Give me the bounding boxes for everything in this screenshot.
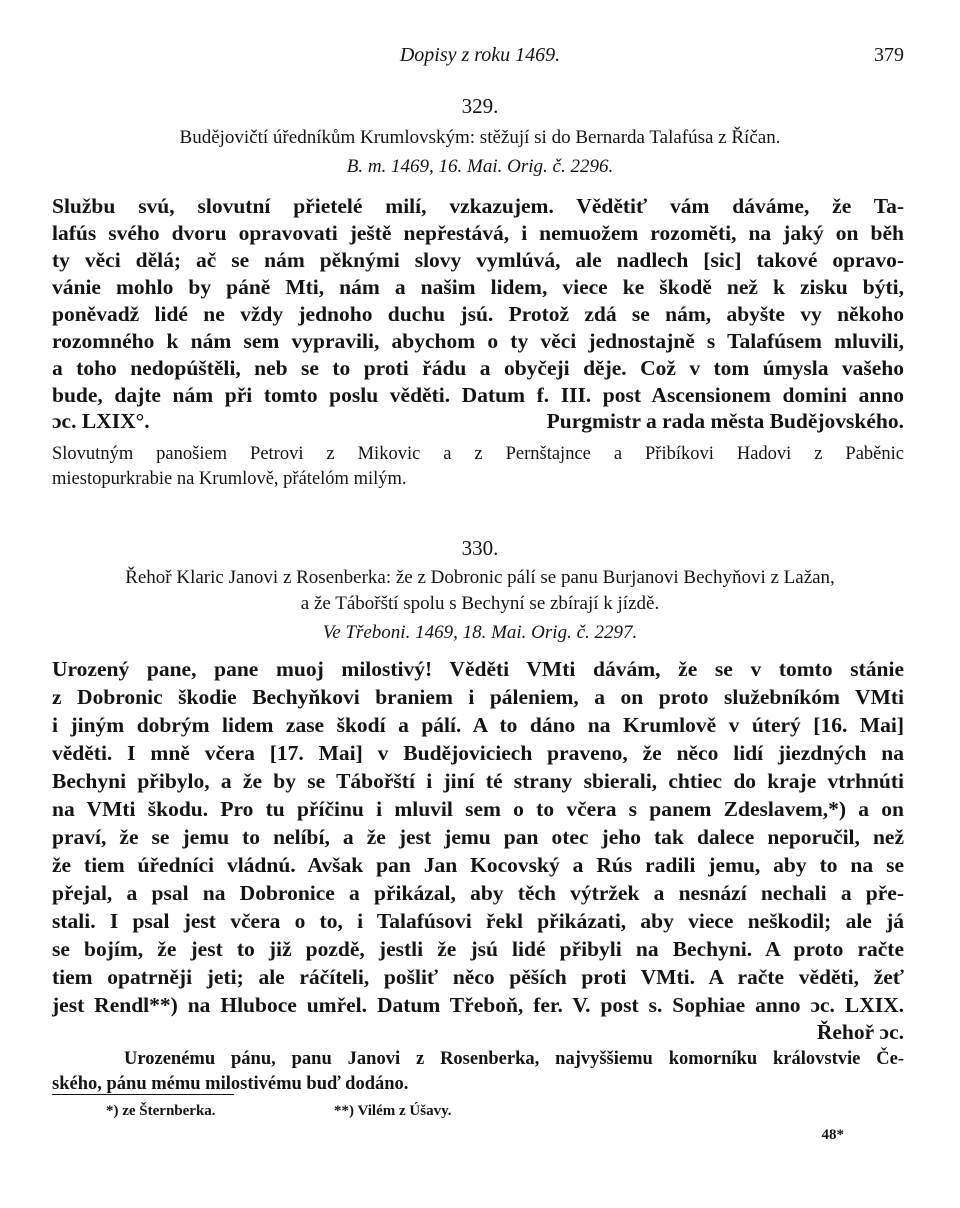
body-line: rozomného k nám sem vypravili, abychom o ty věci jednostajně s Talafúsem mluvili, xyxy=(52,329,904,353)
dating-line: Ve Třeboni. 1469, 18. Mai. Orig. č. 2297. xyxy=(322,622,638,643)
body-line: lafús svého dvoru opravovati ještě nepřestává, i nemuožem rozoměti, na jaký on běh xyxy=(52,221,904,245)
body-line: praví, že se jemu to nelíbí, a že jest jemu pan otec jeho tak dalece neporučil, než xyxy=(52,825,904,849)
body-line: se bojím, že jest to již pozdě, jestli že jsú lidé přibyli na Bechyni. A proto račte xyxy=(52,937,904,961)
footnote: **) Vilém z Úšavy. xyxy=(334,1103,452,1119)
body-line: že tiem úředníci vládnú. Avšak pan Jan Kocovský a Rús radili jemu, aby to na se xyxy=(52,853,904,877)
body-line: Bechyni přibylo, a že by se Tábořští i jiní té strany sbierali, chtiec do kraje vtrhnúti xyxy=(52,769,904,793)
body-line: bude, dajte nám při tomto poslu věděti. Datum f. III. post Ascensionem domini anno xyxy=(52,383,904,407)
address-line: Urozenému pánu, panu Janovi z Rosenberka, najvyššiemu komorníku královstvie Če- xyxy=(124,1049,904,1069)
page-number: 379 xyxy=(874,44,904,66)
body-line: Urozený pane, pane muoj milostivý! Věděti VMti dávám, že se v tomto stánie xyxy=(52,657,904,681)
sheet-signature: 48* xyxy=(821,1127,844,1143)
regest-line: Řehoř Klaric Janovi z Rosenberka: že z Dobronic pálí se panu Burjanovi Bechyňovi z Lažan, xyxy=(125,567,835,588)
document-number-329: 329. xyxy=(461,94,499,118)
document-number-330: 330. xyxy=(461,536,499,560)
body-line: tiem opatrněji jeti; ale ráčíteli, pošliť něco pěších proti VMti. A račte věděti, žeť xyxy=(52,965,904,989)
body-line: na VMti škodu. Pro tu příčinu i mluvil sem o to včera s panem Zdeslavem,*) a on xyxy=(52,797,904,821)
body-line: stali. I psal jest včera o to, i Talafúsovi řekl přikázati, aby viece neškodil; ale já xyxy=(52,909,904,933)
body-line: i jiným dobrým lidem zase škodí a pálí. A to dáno na Krumlově v úterý [16. Mai] xyxy=(52,713,904,737)
address-line: miestopurkrabie na Krumlově, přátelóm milým. xyxy=(52,469,407,489)
closing-date: ɔc. LXIX°. xyxy=(52,409,150,433)
footnote: *) ze Šternberka. xyxy=(106,1103,216,1119)
running-title: Dopisy z roku 1469. xyxy=(399,44,561,66)
body-line: jest Rendl**) na Hluboce umřel. Datum Třeboň, fer. V. post s. Sophiae anno ɔc. LXIX. xyxy=(52,993,904,1017)
body-line: poněvadž lidé ne vždy jednoho duchu jsú. Protož zdá se nám, abyšte vy někoho xyxy=(52,302,904,326)
body-line: přejal, a psal na Dobronice a přikázal, aby těch výtržek a nesnází nechali a pře- xyxy=(52,881,904,905)
signature: Purgmistr a rada města Budějovského. xyxy=(546,409,904,433)
signature: Řehoř ɔc. xyxy=(816,1020,904,1044)
body-line: Službu svú, slovutní přietelé milí, vzkazujem. Vědětiť vám dáváme, že Ta- xyxy=(52,194,904,218)
body-line: věděti. I mně včera [17. Mai] v Budějoviciech praveno, že něco lidí jiezdných na xyxy=(52,741,904,765)
body-line: z Dobronic škodie Bechyňkovi braniem i páleniem, a on proto služebníkóm VMti xyxy=(52,685,904,709)
address-line: Slovutným panošiem Petrovi z Mikovic a z Pernštajnce a Přibíkovi Hadovi z Paběnic xyxy=(52,444,904,464)
address-line: ského, pánu mému milostivému buď dodáno. xyxy=(52,1074,409,1094)
body-line: a toho nedopúštěli, neb se to proti řádu a obyčeji děje. Což v tom úmysla vašeho xyxy=(52,356,904,380)
body-line: vánie mohlo by páně Mti, nám a našim lidem, viece ke škodě než k zisku býti, xyxy=(52,275,904,299)
regest-line: a že Tábořští spolu s Bechyní se zbírají k jízdě. xyxy=(300,593,660,614)
footnote-rule xyxy=(52,1094,234,1095)
regest-line: Budějovičtí úředníkům Krumlovským: stěžují si do Bernarda Talafúsa z Říčan. xyxy=(179,127,781,148)
body-line: ty věci dělá; ač se nám pěknými slovy vymlúvá, ale nadlech [sic] takové opravo- xyxy=(52,248,904,272)
dating-line: B. m. 1469, 16. Mai. Orig. č. 2296. xyxy=(346,156,614,177)
